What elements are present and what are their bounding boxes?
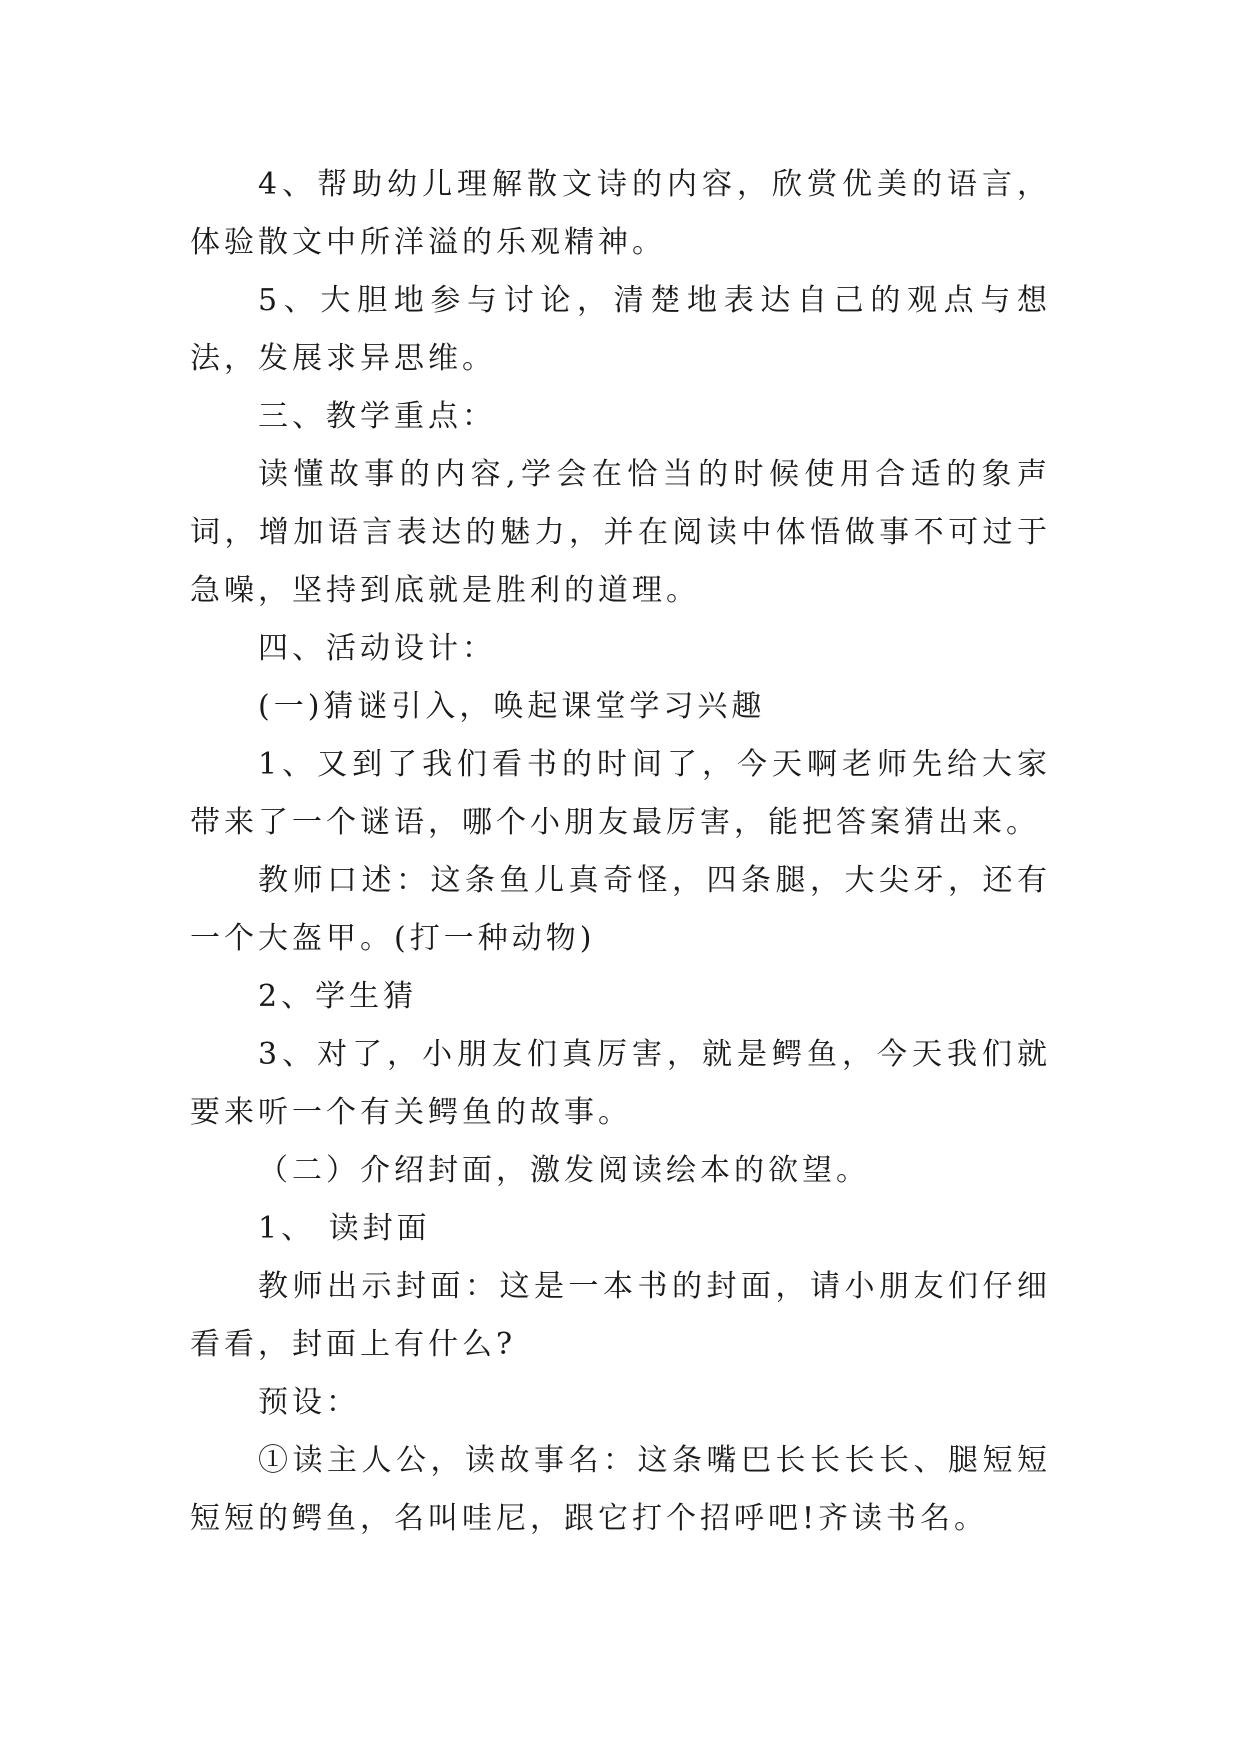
paragraph-step-3: 3、对了，小朋友们真厉害，就是鳄鱼，今天我们就要来听一个有关鳄鱼的故事。 (190, 1037, 1051, 1130)
subheading-cover-intro: （二）介绍封面，激发阅读绘本的欲望。 (258, 1153, 870, 1188)
paragraph-teacher-riddle: 教师口述：这条鱼儿真奇怪，四条腿，大尖牙，还有一个大盔甲。(打一种动物) (190, 863, 1051, 956)
paragraph-preset: 预设： (258, 1385, 360, 1420)
paragraph-preset-1: ①读主人公，读故事名：这条嘴巴长长长长、腿短短短短的鳄鱼，名叫哇尼，跟它打个招呼吧!齐读书名。 (190, 1443, 1051, 1536)
paragraph-read-cover: 1、 读封面 (258, 1211, 431, 1246)
subheading-riddle-intro: (一)猜谜引入，唤起课堂学习兴趣 (258, 689, 766, 724)
paragraph-step-2: 2、学生猜 (258, 979, 418, 1014)
paragraph-goal-4: 4、帮助幼儿理解散文诗的内容，欣赏优美的语言，体验散文中所洋溢的乐观精神。 (190, 167, 1051, 260)
heading-activity-design: 四、活动设计： (258, 631, 496, 666)
heading-teaching-focus: 三、教学重点： (258, 399, 496, 434)
paragraph-step-1: 1、又到了我们看书的时间了，今天啊老师先给大家带来了一个谜语，哪个小朋友最厉害，能把答案猜出来。 (190, 747, 1051, 840)
document-page (190, 156, 1051, 1548)
paragraph-goal-5: 5、大胆地参与讨论，清楚地表达自己的观点与想法，发展求异思维。 (190, 283, 1051, 376)
paragraph-teacher-cover: 教师出示封面：这是一本书的封面，请小朋友们仔细看看，封面上有什么? (190, 1269, 1051, 1362)
paragraph-teaching-focus: 读懂故事的内容,学会在恰当的时候使用合适的象声词，增加语言表达的魅力，并在阅读中体悟做事不可过于急噪，坚持到底就是胜利的道理。 (190, 457, 1051, 608)
